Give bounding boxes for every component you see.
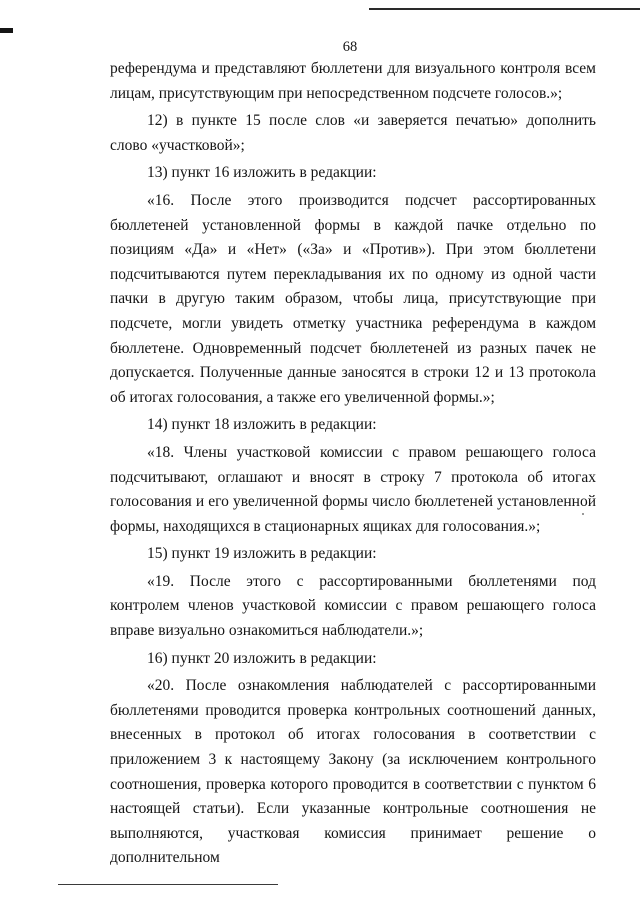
paragraph: 16) пункт 20 изложить в редакции: [147,649,377,667]
paragraph: 13) пункт 16 изложить в редакции: [147,164,377,182]
paragraph: 14) пункт 18 изложить в редакции: [147,416,377,434]
paragraph: референдума и представляют бюллетени для визуального контроля всем лицам, присутствующим при непосредственном подсчете голосов.»; [110,60,596,102]
scan-edge-mark [0,28,13,33]
paragraph: 15) пункт 19 изложить в редакции: [147,545,377,563]
footnote-separator [58,884,278,885]
scan-speck [582,513,584,515]
page-number: 68 [342,39,358,55]
paragraph: «19. После этого с рассортированными бюллетенями под контролем членов участковой комиссии с правом решающего голоса вправе визуально ознакомиться наблюдатели.»; [110,572,596,640]
scan-top-line [369,8,640,10]
paragraph: «18. Члены участковой комиссии с правом решающего голоса подсчитывают, оглашают и вносят в строку 7 протокола об итогах голосования и его увеличенной формы число бюллетеней установленной формы, находящихся в стационарных ящиках для голосования.»; [110,443,596,535]
paragraph: «20. После ознакомления наблюдателей с рассортированными бюллетенями проводится проверка контрольных соотношений данных, внесенных в протокол об итогах голосования в соответствии с приложением 3 к настоящему Закону (за исключением контрольного соотношения, проверка которого проводится в соответствии с пунктом 6 настоящей статьи). Если указанные контрольные соотношения не выполняются, участковая комиссия принимает решение о дополнительном [110,677,596,867]
paragraph: 12) в пункте 15 после слов «и заверяется печатью» дополнить слово «участковой»; [110,112,596,154]
paragraph: «16. После этого производится подсчет рассортированных бюллетеней установленной формы в каждой пачке отдельно по позициям «Да» и «Нет» («За» и «Против»). При этом бюллетени подсчитываются путем перекладывания их по одному из одной части пачки в другую таким образом, чтобы лица, присутствующие при подсчете, могли увидеть отметку участника референдума в каждом бюллетене. Одновременный подсчет бюллетеней из разных пачек не допускается. Полученные данные заносятся в строки 12 и 13 протокола об итогах голосования, а также его увеличенной формы.»; [110,191,596,406]
document-body [110,57,596,871]
